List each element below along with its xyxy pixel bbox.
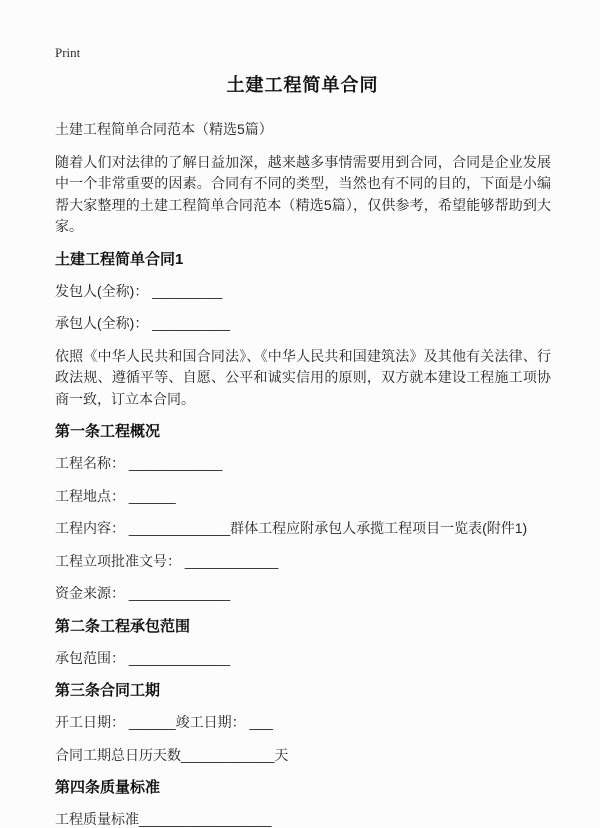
field-party-b: 承包人(全称)： __________ xyxy=(55,315,231,331)
field-approval-number: 工程立项批准文号： ____________ xyxy=(55,552,279,569)
article-1-heading: 第一条工程概况 xyxy=(55,423,161,440)
document-subtitle: 土建工程简单合同范本（精选5篇） xyxy=(55,121,273,137)
field-funding-source: 资金来源： _____________ xyxy=(55,585,231,601)
article-3-heading: 第三条合同工期 xyxy=(55,682,161,699)
field-project-name: 工程名称： ____________ xyxy=(55,455,223,471)
field-contract-scope: 承包范围： _____________ xyxy=(55,649,231,666)
intro-paragraph: 随着人们对法律的了解日益加深，越来越多事情需要用到合同，合同是企业发展中一个非常重要的因素。合同有不同的类型，当然也有不同的目的，下面是小编帮大家整理的土建工程简单合同范本（精选5篇），仅供参考，希望能够帮助到大家。 xyxy=(55,153,551,234)
page-title: 土建工程简单合同 xyxy=(226,75,379,95)
field-total-calendar-days: 合同工期总日历天数____________天 xyxy=(55,746,289,763)
field-party-a: 发包人(全称)： _________ xyxy=(55,282,223,299)
document-body xyxy=(55,119,551,828)
field-start-end-dates: 开工日期： ______竣工日期： ___ xyxy=(55,714,273,730)
article-2-heading: 第二条工程承包范围 xyxy=(55,617,191,635)
field-quality-standard: 工程质量标准_________________ xyxy=(55,811,272,827)
print-button[interactable]: Print xyxy=(55,45,81,60)
field-project-location: 工程地点： ______ xyxy=(55,487,176,504)
contract-1-heading: 土建工程简单合同1 xyxy=(55,250,184,268)
field-project-content: 工程内容： _____________群体工程应附承包人承揽工程项目一览表(附件1) xyxy=(55,520,528,536)
legal-basis-paragraph: 依照《中华人民共和国合同法》、《中华人民共和国建筑法》及其他有关法律、行政法规、遵循平等、自愿、公平和诚实信用的原则，双方就本建设工程施工项协商一致，订立本合同。 xyxy=(55,347,551,407)
article-4-heading: 第四条质量标准 xyxy=(55,779,161,796)
